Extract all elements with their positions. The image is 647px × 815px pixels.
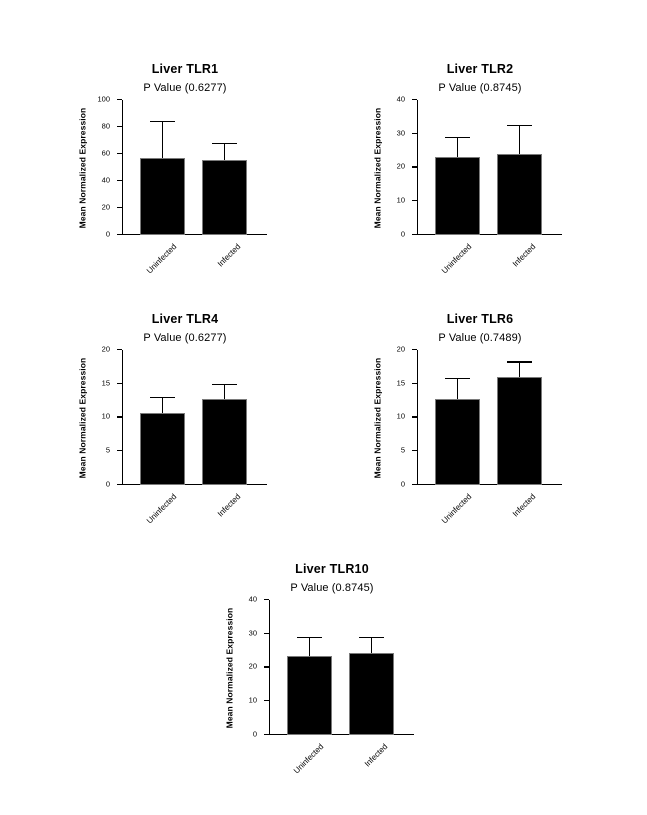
y-tick — [396, 161, 417, 171]
y-tick — [396, 94, 417, 104]
panel-title: Liver TLR4 — [151, 312, 219, 326]
bar — [435, 157, 480, 235]
y-tick-label: 40 — [101, 175, 110, 185]
y-tick — [105, 445, 122, 455]
y-tick-label: 0 — [105, 479, 110, 489]
chart-panel-liver-tlr4 — [60, 312, 310, 525]
panel-title: Liver TLR1 — [151, 62, 219, 76]
plot-area — [75, 94, 295, 276]
y-tick-label: 10 — [396, 411, 405, 421]
y-axis-line — [122, 350, 123, 485]
error-cap — [445, 378, 470, 379]
error-cap — [507, 125, 532, 126]
panel-title: Liver TLR10 — [295, 562, 369, 576]
y-tick — [101, 344, 122, 354]
x-tick-label: Infected — [215, 242, 243, 269]
y-tick — [252, 729, 269, 739]
y-tick-label: 100 — [97, 94, 110, 104]
axes — [101, 344, 267, 526]
y-tick-label: 80 — [101, 121, 110, 131]
error-cap — [507, 361, 532, 362]
y-axis-line — [417, 350, 418, 485]
bar — [497, 154, 542, 235]
y-tick-label: 0 — [400, 479, 405, 489]
error-bar — [457, 137, 458, 157]
bar — [202, 399, 247, 485]
y-tick-label: 10 — [248, 695, 257, 705]
y-tick-label: 5 — [105, 445, 110, 455]
y-tick — [396, 344, 417, 354]
x-tick-label: Infected — [362, 742, 390, 769]
error-cap — [445, 137, 470, 138]
y-tick — [101, 121, 122, 131]
y-tick — [101, 202, 122, 212]
bar — [435, 399, 480, 485]
y-axis-label: Mean Normalized Expression — [77, 357, 88, 478]
y-tick — [105, 479, 122, 489]
y-tick — [97, 94, 122, 104]
error-cap — [212, 143, 237, 144]
panel-pvalue: P Value (0.8745) — [438, 82, 522, 94]
y-axis-line — [417, 100, 418, 235]
panel-title: Liver TLR6 — [446, 312, 514, 326]
bar — [287, 656, 332, 735]
y-tick — [248, 594, 269, 604]
error-bar — [162, 121, 163, 158]
x-tick-label: Infected — [510, 492, 538, 519]
axes — [396, 344, 562, 526]
y-tick-label: 20 — [101, 344, 110, 354]
x-tick-label: Uninfected — [144, 492, 179, 526]
bar — [349, 653, 394, 735]
y-tick-label: 0 — [400, 229, 405, 239]
panel-title: Liver TLR2 — [446, 62, 514, 76]
panel-pvalue: P Value (0.6277) — [143, 82, 227, 94]
error-bar — [224, 384, 225, 399]
panel-pvalue: P Value (0.8745) — [290, 582, 374, 594]
y-axis-label: Mean Normalized Expression — [372, 357, 383, 478]
chart-panel-liver-tlr6 — [355, 312, 605, 525]
y-tick-label: 0 — [105, 229, 110, 239]
x-tick-label: Uninfected — [439, 492, 474, 526]
error-bar — [519, 362, 520, 377]
axes — [97, 94, 267, 276]
y-tick-label: 20 — [101, 202, 110, 212]
bar — [202, 160, 247, 235]
y-tick-label: 5 — [400, 445, 405, 455]
y-tick-label: 20 — [396, 161, 405, 171]
plot-area — [222, 594, 442, 776]
y-tick-label: 30 — [396, 128, 405, 138]
error-bar — [457, 378, 458, 398]
panel-pvalue: P Value (0.6277) — [143, 332, 227, 344]
y-axis-line — [269, 600, 270, 735]
error-cap — [297, 637, 322, 638]
y-tick-label: 10 — [101, 411, 110, 421]
y-axis-label: Mean Normalized Expression — [77, 107, 88, 228]
chart-panel-liver-tlr2 — [355, 62, 605, 275]
y-tick-label: 40 — [248, 594, 257, 604]
x-tick-label: Uninfected — [439, 242, 474, 276]
plot-area — [370, 344, 590, 526]
y-tick-label: 15 — [396, 378, 405, 388]
bar — [140, 413, 185, 485]
error-bar — [371, 638, 372, 653]
y-tick — [101, 175, 122, 185]
panel-pvalue: P Value (0.7489) — [438, 332, 522, 344]
y-tick-label: 10 — [396, 195, 405, 205]
y-tick — [400, 479, 417, 489]
bar — [497, 377, 542, 485]
y-tick-label: 60 — [101, 148, 110, 158]
error-cap — [359, 637, 384, 638]
y-tick — [396, 195, 417, 205]
y-tick-label: 30 — [248, 628, 257, 638]
y-tick-label: 0 — [252, 729, 257, 739]
y-tick — [400, 229, 417, 239]
axes — [248, 594, 414, 776]
y-tick — [101, 378, 122, 388]
chart-panel-liver-tlr1 — [60, 62, 310, 275]
error-cap — [212, 384, 237, 385]
y-tick-label: 15 — [101, 378, 110, 388]
y-tick — [396, 128, 417, 138]
y-axis-line — [122, 100, 123, 235]
error-bar — [224, 143, 225, 160]
y-tick-label: 20 — [396, 344, 405, 354]
y-tick — [248, 695, 269, 705]
x-tick-label: Uninfected — [291, 742, 326, 776]
y-tick — [101, 148, 122, 158]
chart-panel-liver-tlr10 — [207, 562, 457, 775]
x-tick-label: Infected — [215, 492, 243, 519]
y-tick — [396, 411, 417, 421]
y-tick — [396, 378, 417, 388]
x-tick-label: Infected — [510, 242, 538, 269]
error-cap — [150, 397, 175, 398]
y-axis-label: Mean Normalized Expression — [372, 107, 383, 228]
y-tick — [105, 229, 122, 239]
error-cap — [150, 121, 175, 122]
y-tick-label: 40 — [396, 94, 405, 104]
y-tick — [400, 445, 417, 455]
error-bar — [519, 125, 520, 154]
x-tick-label: Uninfected — [144, 242, 179, 276]
bar — [140, 158, 185, 235]
y-axis-label: Mean Normalized Expression — [224, 607, 235, 728]
y-tick-label: 20 — [248, 661, 257, 671]
error-bar — [309, 638, 310, 657]
y-tick — [101, 411, 122, 421]
axes — [396, 94, 562, 276]
plot-area — [75, 344, 295, 526]
error-bar — [162, 397, 163, 413]
plot-area — [370, 94, 590, 276]
y-tick — [248, 628, 269, 638]
y-tick — [248, 661, 269, 671]
